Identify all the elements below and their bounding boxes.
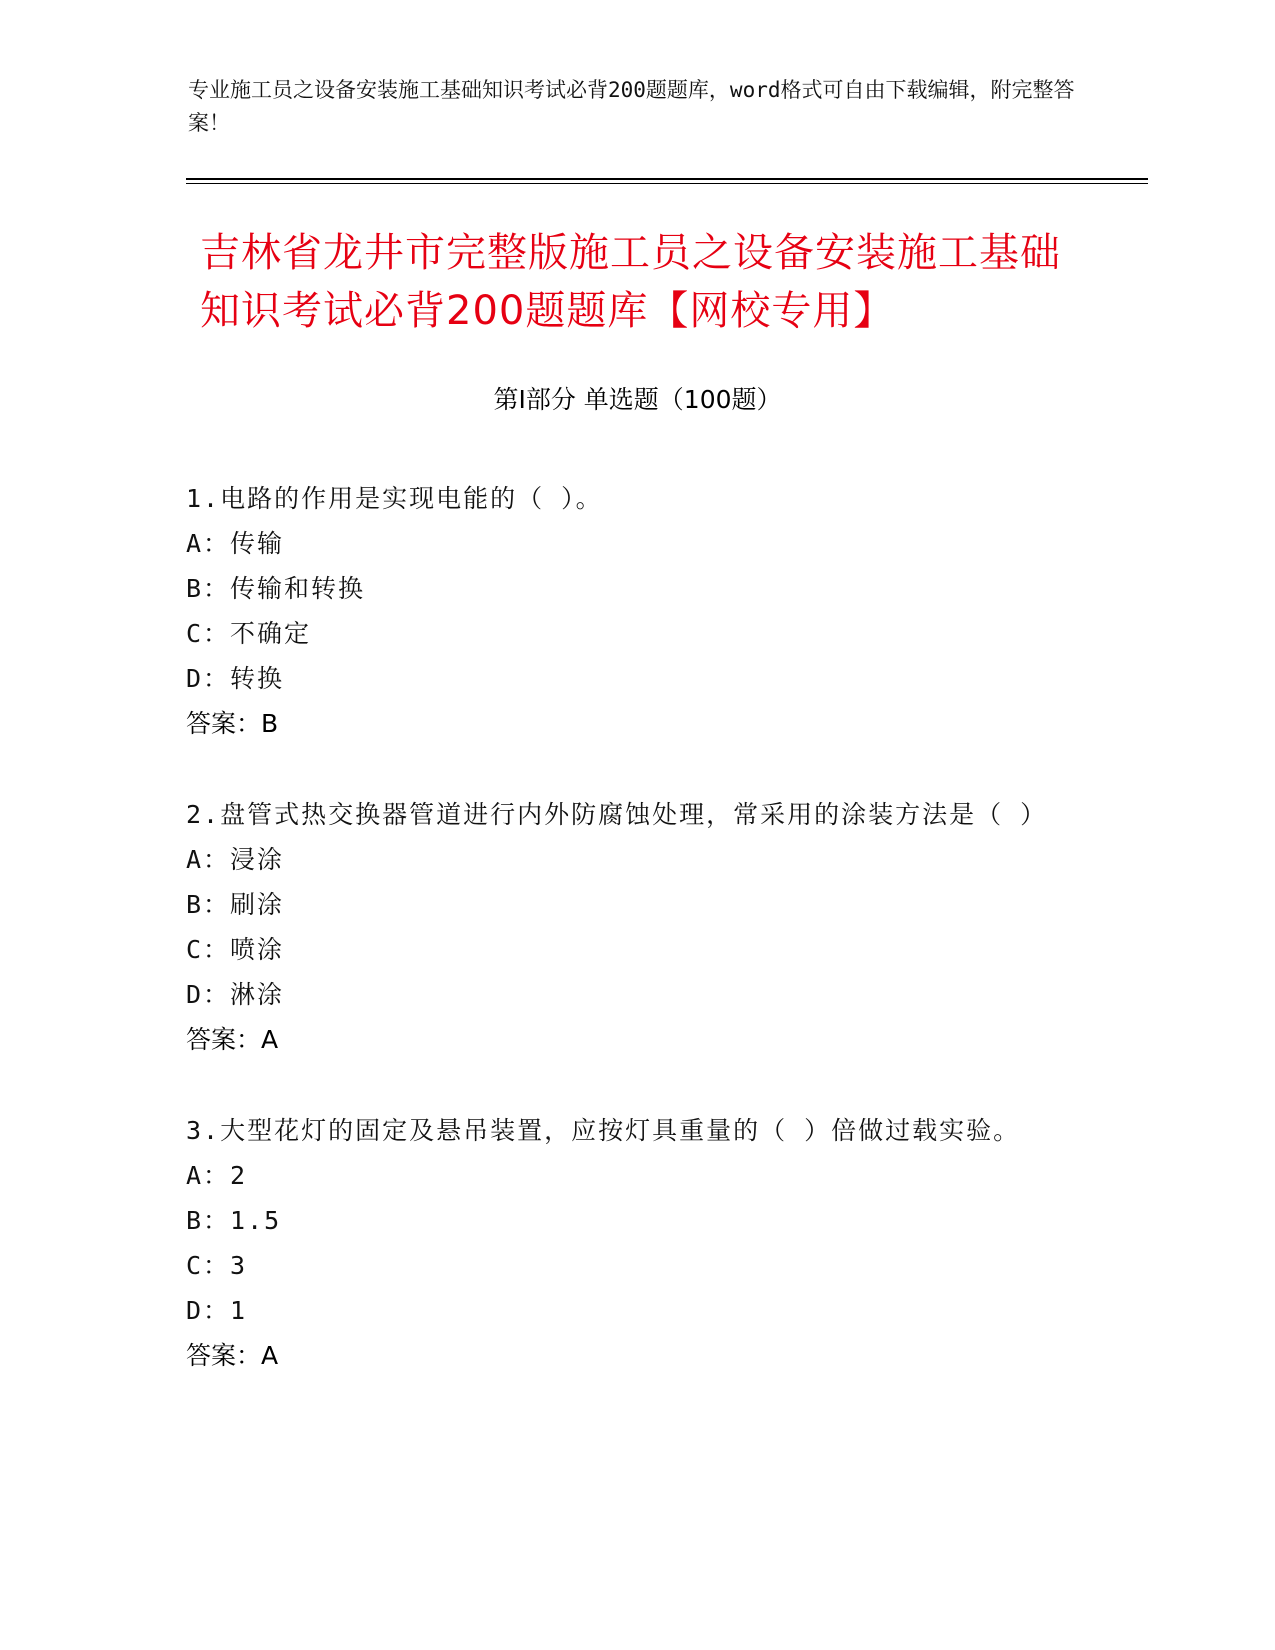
header-divider-thin [186,183,1148,184]
question-stem: 3.大型花灯的固定及悬吊装置，应按灯具重量的（ ）倍做过载实验。 [186,1116,1021,1145]
option-b: B：1.5 [186,1206,282,1235]
option-b: B：刷涂 [186,890,285,919]
header-divider-thick [186,178,1148,180]
question-1 [186,476,1066,746]
question-list [186,476,1066,1424]
option-b: B：传输和转换 [186,574,366,603]
answer: 答案：A [186,1025,279,1054]
option-a: A：浸涂 [186,845,285,874]
answer: 答案：A [186,1341,279,1370]
question-stem: 1.电路的作用是实现电能的（ ）。 [186,484,603,513]
option-a: A：传输 [186,529,285,558]
header-note: 专业施工员之设备安装施工基础知识考试必背200题题库，word格式可自由下载编辑，附完整答案！ [188,78,1075,135]
option-d: D：淋涂 [186,980,285,1009]
option-c: C：不确定 [186,619,312,648]
option-c: C：喷涂 [186,935,285,964]
option-a: A：2 [186,1161,248,1190]
document-title: 吉林省龙井市完整版施工员之设备安装施工基础知识考试必背200题题库【网校专用】 [200,230,1061,334]
option-c: C：3 [186,1251,248,1280]
question-3 [186,1108,1066,1378]
question-2 [186,792,1066,1062]
option-d: D：1 [186,1296,248,1325]
section-title: 第Ⅰ部分 单选题（100题） [493,385,782,414]
question-stem: 2.盘管式热交换器管道进行内外防腐蚀处理，常采用的涂装方法是（ ） [186,800,1048,829]
answer: 答案：B [186,709,279,738]
option-d: D：转换 [186,664,285,693]
